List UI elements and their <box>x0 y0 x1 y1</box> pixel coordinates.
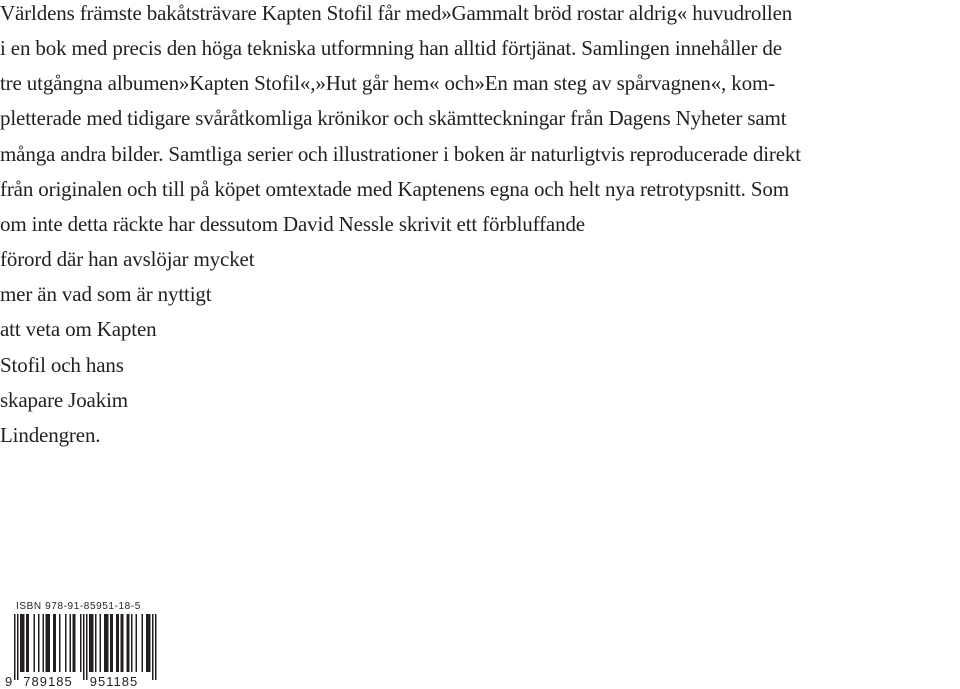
barcode-bar <box>55 614 57 672</box>
barcode-digits-left: 789185 <box>23 674 73 689</box>
barcode-bar <box>70 614 72 672</box>
barcode-bar <box>155 614 157 680</box>
barcode-bar <box>46 614 48 672</box>
barcode-digit-prefix: 9 <box>5 674 13 689</box>
barcode-bar <box>74 614 76 672</box>
barcode-bar <box>53 614 55 672</box>
barcode-bar <box>65 614 67 672</box>
blurb-line: att veta om Kapten <box>0 317 157 341</box>
barcode-bar <box>131 614 133 672</box>
barcode-bar <box>146 614 148 672</box>
blurb-line: förord där han avslöjar mycket <box>0 247 255 271</box>
barcode-bar <box>49 614 51 672</box>
blurb-line: Lindengren. <box>0 423 101 447</box>
barcode-bar <box>122 614 124 672</box>
barcode-bar <box>128 614 130 672</box>
barcode-bar <box>23 614 25 672</box>
barcode-bar <box>38 614 40 672</box>
barcode-bar <box>152 614 154 680</box>
barcode-digits-right: 951185 <box>89 674 139 689</box>
barcode-bar <box>104 614 106 672</box>
barcode-bar <box>127 614 129 672</box>
blurb-line: pletterade med tidigare svåråtkomliga krönikor och skämtteckningar från Dagens Nyheter samt <box>0 106 787 130</box>
barcode-bar <box>89 614 91 672</box>
barcode-bar <box>86 614 88 680</box>
barcode-bar <box>73 614 75 672</box>
barcode-bar <box>17 614 19 680</box>
barcode-bar <box>80 614 82 672</box>
barcode-bar <box>107 614 109 672</box>
barcode-bar <box>118 614 120 672</box>
barcode-bar <box>47 614 49 672</box>
barcode-bar <box>110 614 112 672</box>
barcode-bar <box>43 614 45 672</box>
barcode-bar <box>149 614 151 672</box>
blurb-line: i en bok med precis den höga tekniska utformning han alltid förtjänat. Samlingen innehåller de <box>0 36 782 60</box>
barcode-bar <box>22 614 24 672</box>
barcode-bar <box>83 614 85 680</box>
isbn-barcode <box>0 614 160 689</box>
blurb-line: Stofil och hans <box>0 353 124 377</box>
isbn-label: ISBN 978-91-85951-18-5 <box>16 601 141 612</box>
barcode-bar <box>26 614 28 672</box>
barcode-bar <box>95 614 97 672</box>
barcode-bar <box>142 614 144 672</box>
blurb-line: skapare Joakim <box>0 388 128 412</box>
barcode-bar <box>59 614 61 672</box>
blurb-line: från originalen och till på köpet omtextade med Kaptenens egna och helt nya retrotypsnitt. Som <box>0 177 789 201</box>
barcode-bar <box>136 614 138 672</box>
barcode-bar <box>92 614 94 672</box>
barcode-bar <box>14 614 16 680</box>
barcode-bar <box>116 614 118 672</box>
blurb-line: tre utgångna albumen»Kapten Stofil«,»Hut går hem« och»En man steg av spårvagnen«, kom- <box>0 71 775 95</box>
blurb-line: mer än vad som är nyttigt <box>0 282 212 306</box>
barcode-bar <box>106 614 108 672</box>
barcode-bar <box>91 614 93 672</box>
barcode-bar <box>112 614 114 672</box>
barcode-bar <box>34 614 36 672</box>
blurb-line: om inte detta räckte har dessutom David Nessle skrivit ett förbluffande <box>0 212 585 236</box>
barcode-bar <box>121 614 123 672</box>
barcode-bar <box>20 614 22 672</box>
barcode-bar <box>148 614 150 672</box>
blurb-line: många andra bilder. Samtliga serier och illustrationer i boken är naturligtvis reproducerade direkt <box>0 142 801 166</box>
blurb-line: Världens främste bakåtsträvare Kapten Stofil får med»Gammalt bröd rostar aldrig« huvudrollen <box>0 1 793 25</box>
barcode-bar <box>28 614 30 672</box>
barcode-bars <box>14 614 157 680</box>
barcode-bar <box>100 614 102 672</box>
